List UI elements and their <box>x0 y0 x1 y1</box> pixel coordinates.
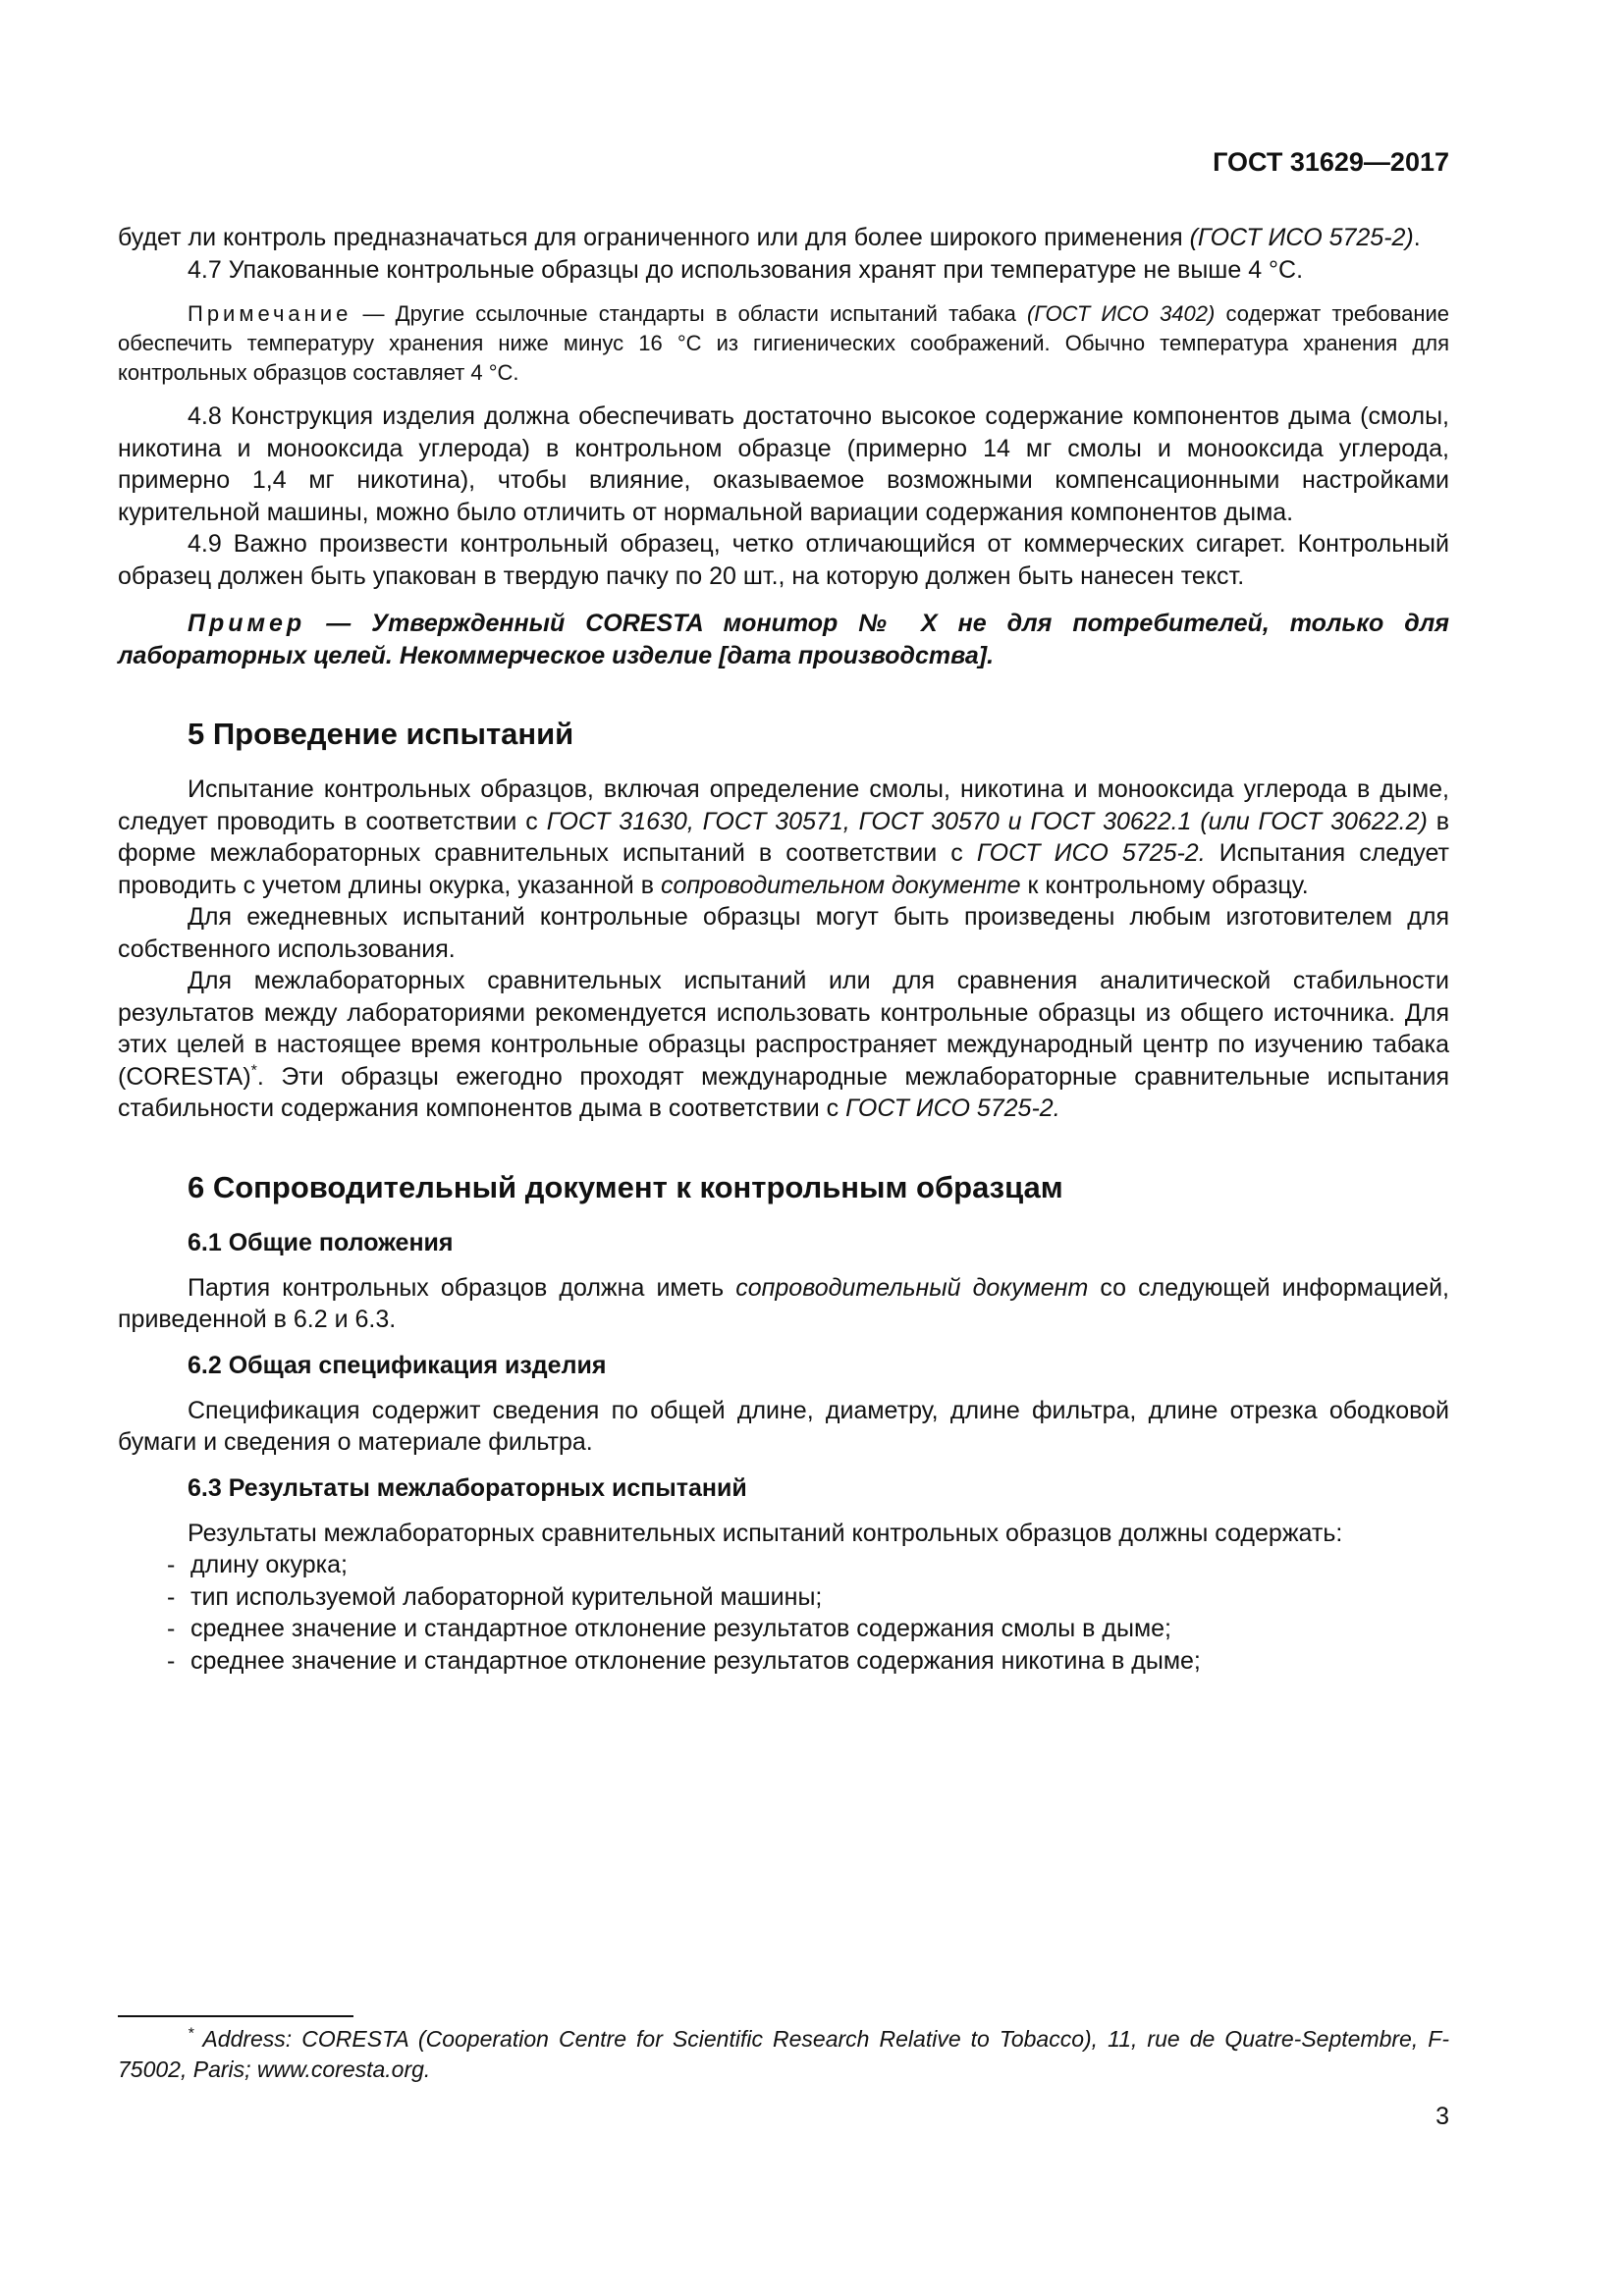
footnote-separator <box>118 2015 353 2017</box>
footnote: * Address: CORESTA (Cooperation Centre for Scientific Research Relative to Tobacco), 11, rue de Quatre-Septembre, F-75002, Paris; www.coresta.org. <box>118 2025 1449 2082</box>
standard-reference: ГОСТ ИСО 5725-2. <box>845 1095 1060 1122</box>
document-page <box>118 0 1449 2296</box>
list-item: - среднее значение и стандартное отклонение результатов содержания смолы в дыме; <box>167 1613 1449 1645</box>
clause-4-8: 4.8 Конструкция изделия должна обеспечивать достаточно высокое содержание компонентов дыма (смолы, никотина и монооксида углерода) в контрольном образце (примерно 14 мг смолы и монооксида углерода, примерно 1,4 мг никотина), чтобы влияние, оказываемое возможными компенсационными настройками курительной машины, можно было отличить от нормальной вариации содержания компонентов дыма. <box>118 402 1449 526</box>
example: Пример — Утвержденный CORESTA монитор № Х не для потребителей, только для лабораторных целей. Некоммерческое изделие [дата производства]. <box>118 610 1449 669</box>
section-6-title: 6 Сопроводительный документ к контрольным образцам <box>188 1169 1063 1204</box>
subsection-6-1-title: 6.1 Общие положения <box>188 1228 454 1256</box>
list-item: - тип используемой лабораторной курительной машины; <box>167 1581 1449 1614</box>
footnote-marker: * <box>188 2025 194 2043</box>
subsection-6-3-title: 6.3 Результаты межлабораторных испытаний <box>188 1473 747 1502</box>
term: сопроводительный документ <box>735 1273 1089 1302</box>
note: Примечание — Другие ссылочные стандарты в области испытаний табака (ГОСТ ИСО 3402) содержат требование обеспечить температуру хранения ниже минус 16 °С из гигиенических соображений. Обычно температура хранения для контрольных образцов составляет 4 °С. <box>118 301 1450 385</box>
paragraph-continuation: будет ли контроль предназначаться для ограниченного или для более широкого применения (ГОСТ ИСО 5725-2). <box>118 224 1421 251</box>
standard-reference: (ГОСТ ИСО 5725-2) <box>1189 224 1414 251</box>
standard-reference: ГОСТ ИСО 5725-2. <box>976 839 1206 867</box>
subsection-6-3-text: Результаты межлабораторных сравнительных испытаний контрольных образцов должны содержать: <box>188 1519 1343 1547</box>
clause-4-9: 4.9 Важно произвести контрольный образец, четко отличающийся от коммерческих сигарет. Контрольный образец должен быть упакован в твердую пачку по 20 шт., на которую должен быть нанесен текст. <box>118 530 1449 590</box>
page-number: 3 <box>1435 2103 1449 2130</box>
term: сопроводительном документе <box>660 871 1021 899</box>
results-list <box>118 1549 1449 1677</box>
list-item: - длину окурка; <box>167 1549 1449 1581</box>
subsection-6-2-text: Спецификация содержит сведения по общей длине, диаметру, длине фильтра, длине отрезка ободковой бумаги и сведения о материале фильтра. <box>118 1396 1449 1456</box>
section-5-paragraph-3: Для межлабораторных сравнительных испытаний или для сравнения аналитической стабильности результатов между лабораториями рекомендуется использовать контрольные образцы из общего источника. Для этих целей в настоящее время контрольные образцы распространяет международный центр по изучению табака (CORESTA)*. Эти образцы ежегодно проходят международные межлабораторные сравнительные испытания стабильности содержания компонентов дыма в соответствии с ГОСТ ИСО 5725-2. <box>118 967 1449 1122</box>
note-label: Примечание <box>188 301 352 326</box>
section-5-paragraph-2: Для ежедневных испытаний контрольные образцы могут быть произведены любым изготовителем для собственного использования. <box>118 903 1449 963</box>
subsection-6-1-text: Партия контрольных образцов должна иметь сопроводительный документ со следующей информацией, приведенной в 6.2 и 6.3. <box>118 1273 1449 1333</box>
body-text <box>118 222 1449 1677</box>
section-5-title: 5 Проведение испытаний <box>188 717 574 751</box>
footnote-marker: * <box>250 1062 257 1080</box>
list-item: - среднее значение и стандартное отклонение результатов содержания никотина в дыме; <box>167 1645 1449 1678</box>
standard-reference: (ГОСТ ИСО 3402) <box>1026 301 1216 326</box>
standard-reference: ГОСТ 31630, ГОСТ 30571, ГОСТ 30570 и ГОСТ 30622.1 (или ГОСТ 30622.2) <box>546 807 1428 835</box>
standard-code-header: ГОСТ 31629—2017 <box>1213 147 1449 177</box>
example-label: Пример <box>188 610 306 637</box>
clause-4-7: 4.7 Упакованные контрольные образцы до использования хранят при температуре не выше 4 °С. <box>188 255 1304 284</box>
section-5-paragraph-1: Испытание контрольных образцов, включая определение смолы, никотина и монооксида углерода в дыме, следует проводить в соответствии с ГОСТ 31630, ГОСТ 30571, ГОСТ 30570 и ГОСТ 30622.1 (или ГОСТ 30622.2) в форме межлабораторных сравнительных испытаний в соответствии с ГОСТ ИСО 5725-2. Испытания следует проводить с учетом длины окурка, указанной в сопроводительном документе к контрольному образцу. <box>118 775 1449 899</box>
subsection-6-2-title: 6.2 Общая спецификация изделия <box>188 1351 607 1379</box>
